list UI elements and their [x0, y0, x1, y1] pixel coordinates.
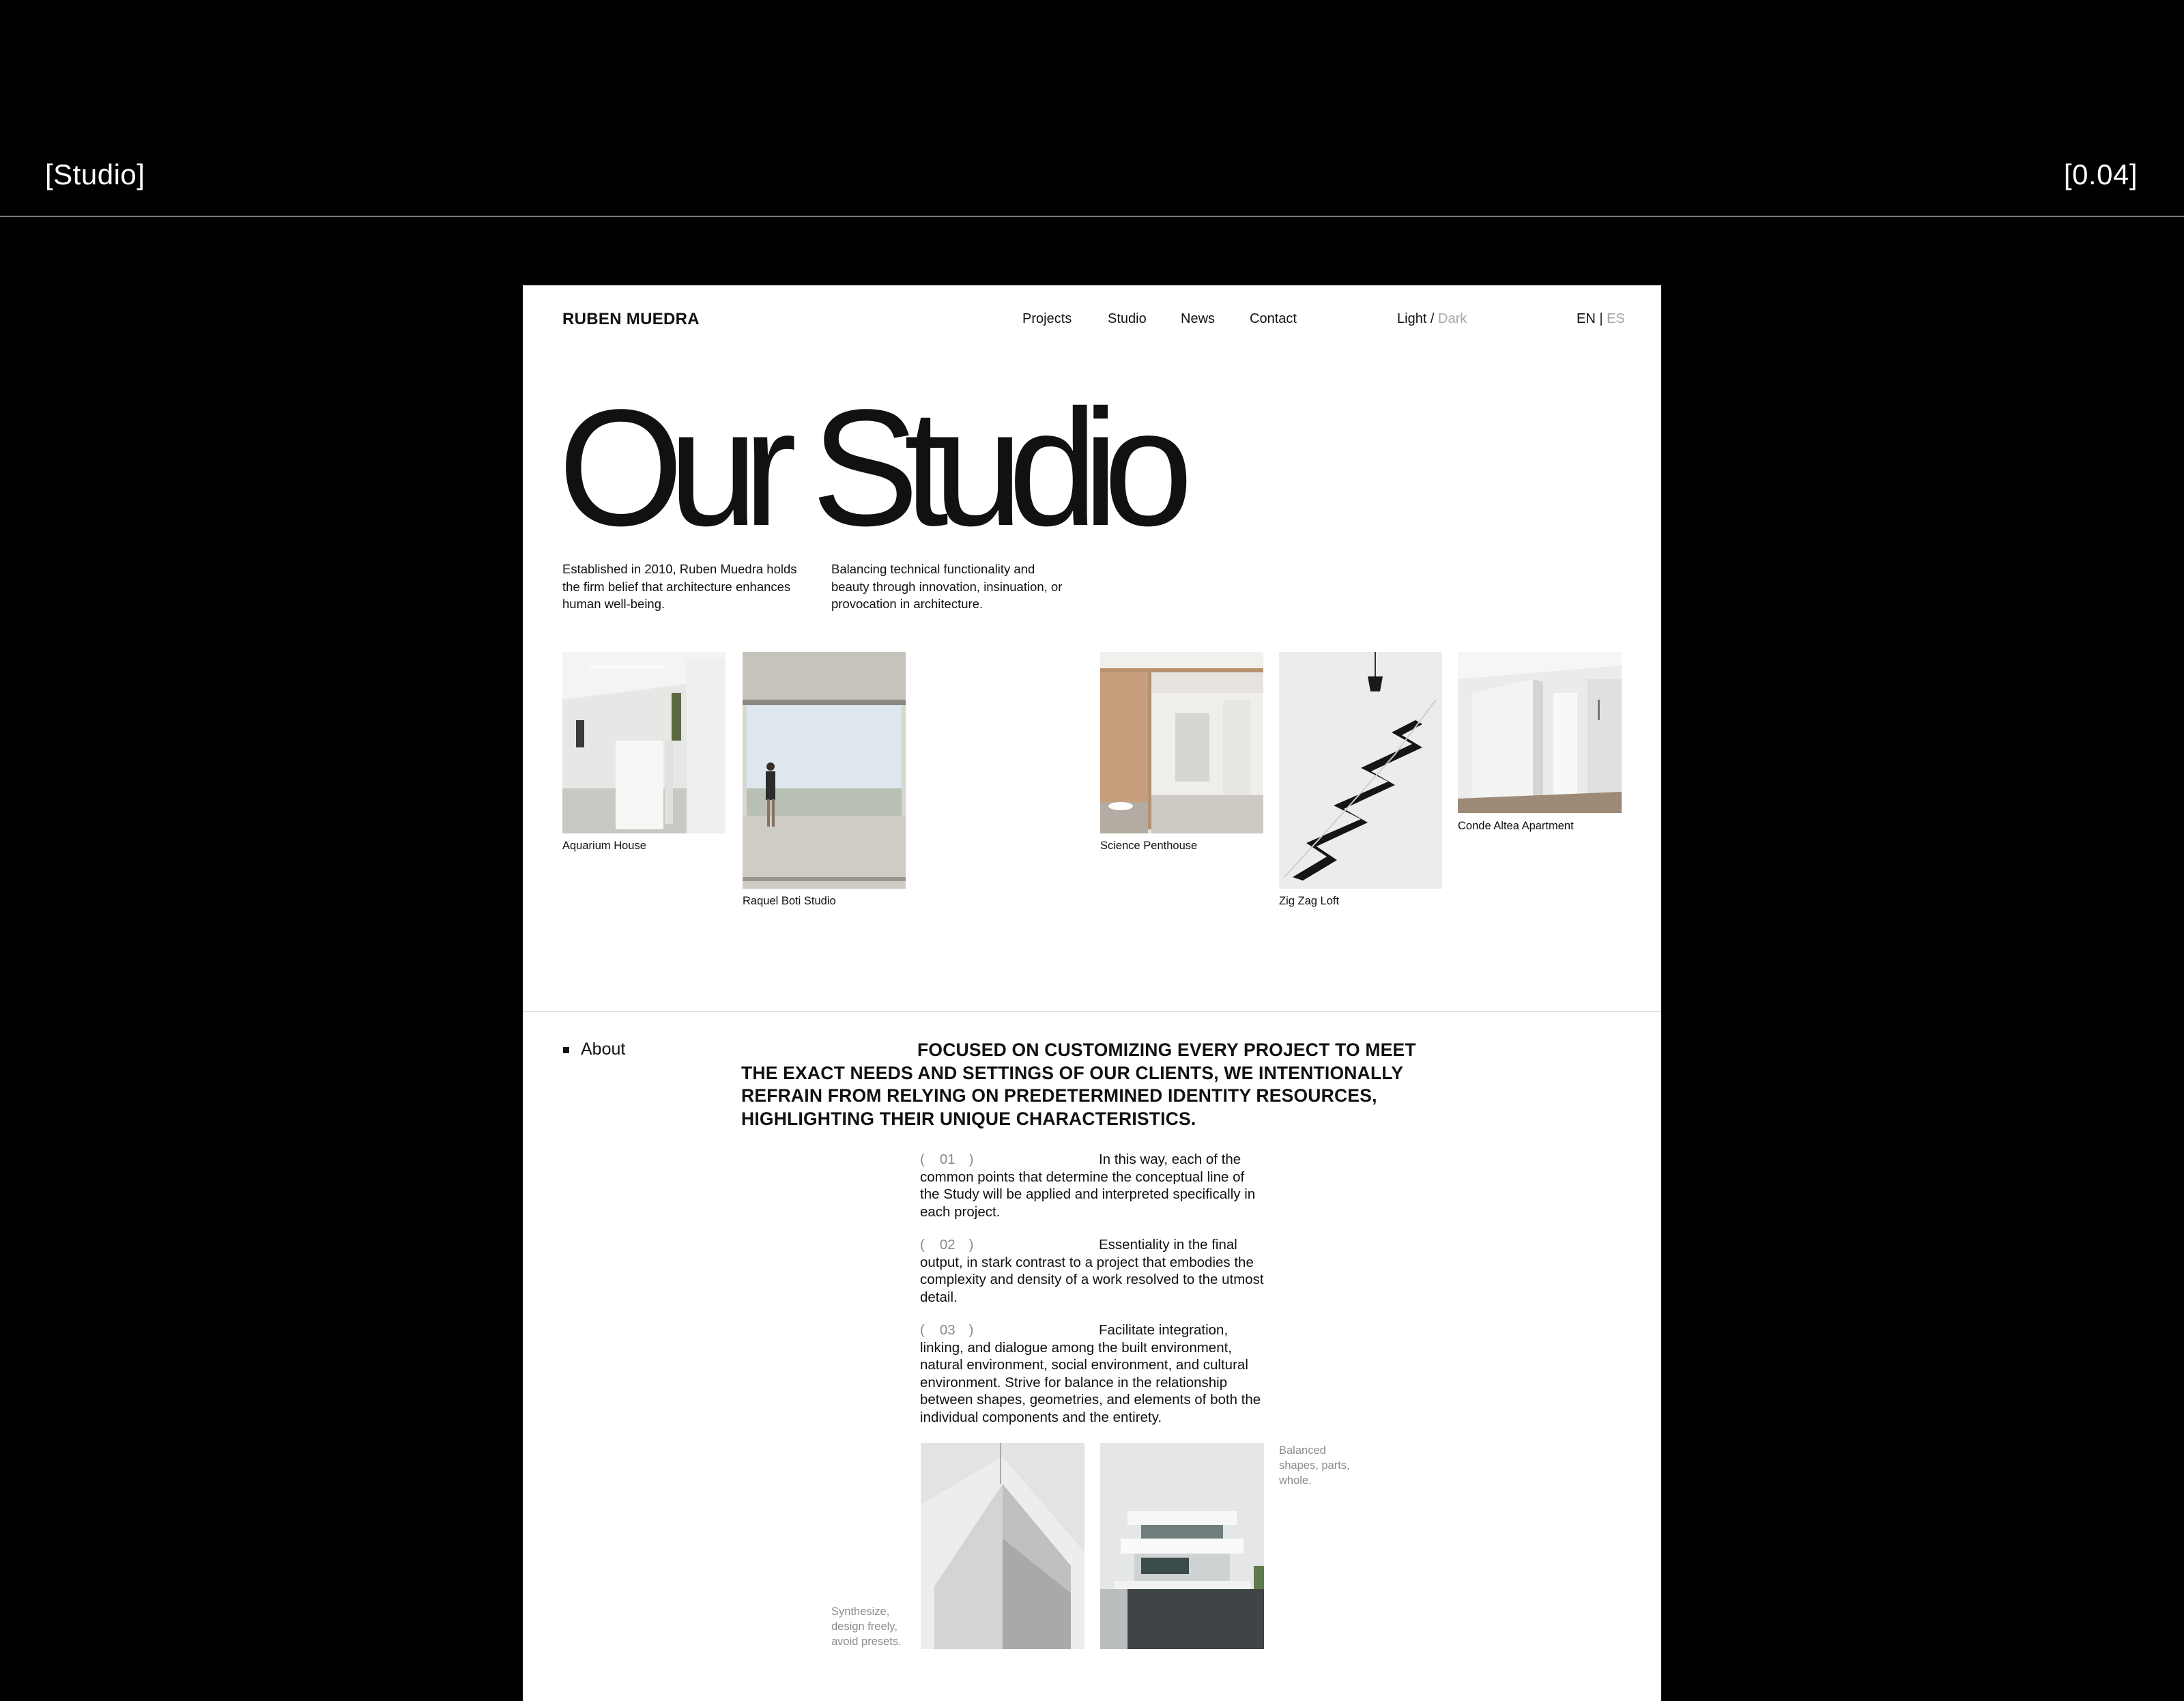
project-image-science-penthouse[interactable]: [1100, 652, 1263, 833]
about-statement: [741, 1039, 1424, 1130]
frame-divider: [0, 216, 2184, 217]
lang-separator: |: [1595, 311, 1607, 326]
principle-text: In this way, each of the common points that determine the conceptual line of the Study will be applied and interpreted specifically in each project.: [920, 1152, 1256, 1220]
side-note-right: Balanced shapes, parts, whole.: [1279, 1444, 1350, 1487]
building-photo-icon: [921, 1443, 1084, 1649]
principle-number: ( 01 ): [920, 1152, 974, 1167]
principle-number-value: 03: [939, 1322, 956, 1338]
project-image-conde-altea-apartment[interactable]: [1458, 652, 1622, 813]
frame-section-label: [Studio]: [45, 158, 145, 190]
nav-link-news[interactable]: News: [1181, 311, 1216, 326]
principle-number: ( 02 ): [920, 1237, 974, 1253]
principle-02: [920, 1236, 1267, 1306]
staircase-photo-icon: [1279, 652, 1442, 889]
architecture-image-angular: [921, 1443, 1084, 1649]
theme-light-option[interactable]: Light: [1397, 311, 1427, 326]
website-page: [523, 285, 1661, 1701]
project-caption[interactable]: Raquel Boti Studio: [743, 895, 836, 907]
about-label: About: [581, 1040, 626, 1059]
principle-text: Facilitate integration, linking, and dialogue among the built environment, natural environment, social environment, and cultural environment. Strive for balance in the relationship between shapes, geometries, and elements of both the individual components and the entirety.: [920, 1322, 1261, 1425]
principle-number: ( 03 ): [920, 1322, 974, 1338]
nav-link-projects[interactable]: Projects: [1022, 311, 1072, 326]
side-note-left: Synthesize, design freely, avoid presets.: [831, 1605, 902, 1648]
building-photo-icon: [1100, 1443, 1264, 1649]
nav-link-contact[interactable]: Contact: [1250, 311, 1297, 326]
hallway-photo-icon: [1458, 652, 1622, 813]
principle-01: [920, 1151, 1267, 1220]
project-caption[interactable]: Aquarium House: [562, 840, 646, 852]
bullet-icon: [563, 1047, 569, 1053]
section-divider: [523, 1011, 1661, 1012]
lang-en-option[interactable]: EN: [1577, 311, 1596, 326]
lang-es-option[interactable]: ES: [1607, 311, 1625, 326]
project-caption[interactable]: Zig Zag Loft: [1279, 895, 1340, 907]
principle-number-value: 02: [939, 1237, 956, 1253]
project-image-raquel-boti-studio[interactable]: [743, 652, 906, 889]
site-logo[interactable]: RUBEN MUEDRA: [562, 310, 700, 328]
intro-left-text: Established in 2010, Ruben Muedra holds the firm belief that architecture enhances human well-being.: [562, 562, 797, 611]
terrace-photo-icon: [743, 652, 906, 889]
project-caption[interactable]: Science Penthouse: [1100, 840, 1198, 852]
nav-link-studio[interactable]: Studio: [1108, 311, 1147, 326]
principle-text: Essentiality in the final output, in stark contrast to a project that embodies the complexity and density of a work resolved to the utmost detail.: [920, 1237, 1264, 1305]
theme-separator: /: [1426, 311, 1439, 326]
principle-03: [920, 1321, 1267, 1426]
project-image-zig-zag-loft[interactable]: [1279, 652, 1442, 889]
theme-dark-option[interactable]: Dark: [1438, 311, 1467, 326]
language-switch: [1577, 311, 1625, 327]
theme-switch: [1397, 311, 1467, 327]
page-title: Our Studio: [558, 375, 1179, 561]
frame-page-number: [0.04]: [2063, 158, 2138, 190]
project-caption[interactable]: Conde Altea Apartment: [1458, 820, 1574, 832]
about-statement-text: FOCUSED ON CUSTOMIZING EVERY PROJECT TO MEET THE EXACT NEEDS AND SETTINGS OF OUR CLIENTS, WE INTENTIONALLY REFRAIN FROM RELYING ON PREDETERMINED IDENTITY RESOURCES, HIGHLIGHTING THEIR UNIQUE CHARACTERISTICS.: [741, 1040, 1416, 1129]
intro-right-text: Balancing technical functionality and beauty through innovation, insinuation, or provocation in architecture.: [831, 562, 1063, 611]
corridor-photo-icon: [1100, 652, 1263, 833]
architecture-image-villa: [1100, 1443, 1264, 1649]
principle-number-value: 01: [939, 1152, 956, 1167]
project-image-aquarium-house[interactable]: [562, 652, 725, 833]
interior-photo-icon: [562, 652, 725, 833]
